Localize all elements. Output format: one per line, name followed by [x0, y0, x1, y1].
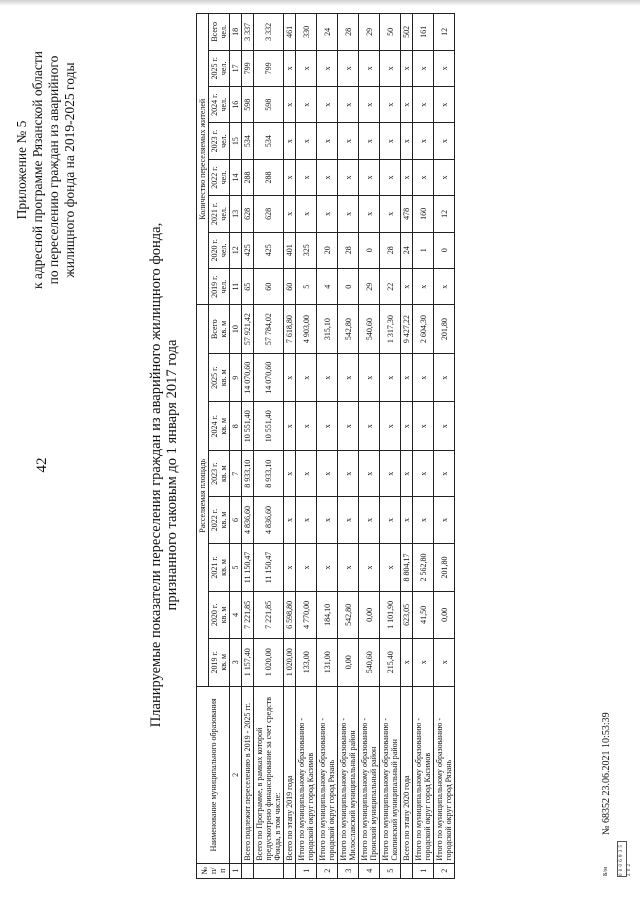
people-value-cell: 160 [413, 196, 434, 232]
people-value-cell: 0 [434, 232, 455, 268]
area-value-cell: 10 551,40 [254, 402, 284, 451]
header-people-year-label: 2024 г. [210, 93, 219, 116]
header-area-year-label: 2022 г. [210, 508, 219, 532]
row-name: Всего по этапу 2020 года [401, 687, 413, 864]
area-value-cell: 4 903,00 [296, 305, 317, 354]
area-value-cell: 0,00 [359, 592, 380, 638]
people-value-cell: х [359, 123, 380, 159]
people-value-cell: х [317, 159, 338, 195]
people-value-cell: х [401, 123, 413, 159]
row-number: 4 [359, 863, 380, 878]
header-area-year [209, 592, 230, 638]
people-value-cell: 20 [317, 232, 338, 268]
area-value-cell: х [359, 353, 380, 402]
header-row-numbers-full [230, 14, 242, 879]
row-name: Итого по муниципальному образованию - городской округ город Рязань [434, 687, 455, 864]
area-value-cell: 2 604,30 [413, 305, 434, 354]
area-value-cell: х [380, 353, 401, 402]
area-value-cell: 8 933,10 [242, 451, 254, 497]
table-row [401, 14, 413, 879]
area-value-cell: 215,40 [380, 638, 401, 687]
people-value-cell: х [401, 50, 413, 86]
people-value-cell: х [284, 50, 296, 86]
registration-stamp [597, 841, 632, 879]
people-value-cell: х [296, 123, 317, 159]
row-number: 5 [380, 863, 401, 878]
header-area-year [209, 305, 230, 354]
area-value-cell: 184,10 [317, 592, 338, 638]
area-value-cell: х [434, 497, 455, 543]
area-value-cell: х [284, 353, 296, 402]
row-number: 1 [413, 863, 434, 878]
column-number-cell: 1 [230, 863, 242, 878]
table-row [242, 14, 254, 879]
header-name: Наименование муниципального образования [197, 687, 230, 864]
area-value-cell: х [401, 638, 413, 687]
column-number-cell: 2 [230, 687, 242, 864]
area-value-cell: 1 020,00 [254, 638, 284, 687]
area-value-cell: 14 070,60 [254, 353, 284, 402]
header-area-year [209, 497, 230, 543]
people-value-cell: 425 [254, 232, 284, 268]
header-people-unit: чел. [219, 207, 228, 221]
column-number-cell: 8 [230, 402, 242, 451]
column-number-cell: 9 [230, 353, 242, 402]
header-area-unit: кв. м [219, 511, 228, 529]
header-area-unit: кв. м [219, 320, 228, 338]
document-code: № 68352 23.06.2021 10:53:39 [601, 712, 612, 835]
area-value-cell: х [284, 451, 296, 497]
area-value-cell: х [338, 353, 359, 402]
header-people-year-label: 2022 г. [210, 166, 219, 189]
header-people-year [209, 232, 230, 268]
area-value-cell: х [380, 451, 401, 497]
area-value-cell: х [380, 402, 401, 451]
header-people-unit: чел. [219, 97, 228, 112]
header-area-year-label: 2024 г. [210, 415, 219, 438]
area-value-cell: 4 836,60 [254, 497, 284, 543]
people-value-cell: х [380, 50, 401, 86]
people-value-cell: 401 [284, 232, 296, 268]
area-value-cell: х [296, 497, 317, 543]
row-name: Итого по муниципальному образованию - Милославский муниципальный район [338, 687, 359, 864]
area-value-cell: 542,80 [338, 592, 359, 638]
header-area-year-label: Всего [210, 319, 219, 339]
people-value-cell: х [338, 87, 359, 123]
row-number [401, 863, 413, 878]
row-number: 2 [434, 863, 455, 878]
area-value-cell: 6 598,80 [284, 592, 296, 638]
people-value-cell: 0 [359, 232, 380, 268]
area-value-cell: 623,05 [401, 592, 413, 638]
area-value-cell: х [296, 353, 317, 402]
header-area-unit: кв. м [219, 369, 228, 387]
area-value-cell: 11 150,47 [254, 543, 284, 592]
people-value-cell: х [284, 87, 296, 123]
appendix-header [14, 25, 78, 315]
area-value-cell: х [284, 543, 296, 592]
resettlement-table [196, 13, 455, 879]
people-value-cell: 461 [284, 14, 296, 51]
header-area-year-label: 2023 г. [210, 462, 219, 485]
header-people-unit: чел. [219, 25, 228, 39]
people-value-cell: х [380, 87, 401, 123]
area-value-cell: 8 933,10 [254, 451, 284, 497]
people-value-cell: 60 [254, 268, 284, 304]
header-people-unit: чел. [219, 243, 228, 258]
header-num: № п/п [197, 863, 230, 878]
people-value-cell: 1 [413, 232, 434, 268]
header-area-year-label: 2020 г. [210, 603, 219, 627]
people-value-cell: х [401, 87, 413, 123]
people-value-cell: х [296, 196, 317, 232]
area-value-cell: х [317, 451, 338, 497]
table-row [380, 14, 401, 879]
people-value-cell: 29 [359, 14, 380, 51]
people-value-cell: х [284, 196, 296, 232]
stamp-barcode: 0 0 0 6 8 3 5 2 0 2 [617, 841, 627, 877]
area-value-cell: 7 221,85 [242, 592, 254, 638]
people-value-cell: х [380, 196, 401, 232]
table-row [413, 14, 434, 879]
area-value-cell: х [284, 497, 296, 543]
header-people-year-label: Всего [210, 22, 219, 42]
people-value-cell: 12 [434, 196, 455, 232]
people-value-cell: 24 [401, 232, 413, 268]
people-value-cell: х [413, 50, 434, 86]
header-area-year-label: 2025 г. [210, 366, 219, 389]
area-value-cell: х [296, 402, 317, 451]
people-value-cell: х [413, 268, 434, 304]
page-number: 42 [34, 457, 50, 473]
area-value-cell: х [401, 497, 413, 543]
header-people-year-label: 2020 г. [210, 239, 219, 262]
header-area-year [209, 638, 230, 687]
people-value-cell: х [434, 268, 455, 304]
people-value-cell: 22 [380, 268, 401, 304]
people-value-cell: х [284, 123, 296, 159]
table-row [296, 14, 317, 879]
people-value-cell: 24 [317, 14, 338, 51]
row-name: Итого по муниципальному образованию - Скопинский муниципальный район [380, 687, 401, 864]
area-value-cell: х [317, 543, 338, 592]
area-value-cell: х [317, 497, 338, 543]
title-line-2: признанного таковым до 1 января 2017 года [164, 339, 180, 611]
people-value-cell: х [338, 159, 359, 195]
people-value-cell: х [317, 50, 338, 86]
area-value-cell: 2 562,80 [413, 543, 434, 592]
area-value-cell: 57 784,02 [254, 305, 284, 354]
column-number-cell: 13 [230, 196, 242, 232]
people-value-cell: х [380, 123, 401, 159]
header-area-unit: кв. м [219, 417, 228, 435]
people-value-cell: х [296, 159, 317, 195]
header-area-year [209, 543, 230, 592]
people-value-cell: 425 [242, 232, 254, 268]
column-number-cell: 7 [230, 451, 242, 497]
people-value-cell: 50 [380, 14, 401, 51]
area-value-cell: 542,80 [338, 305, 359, 354]
header-people-year-label: 2023 г. [210, 129, 219, 153]
area-value-cell: х [434, 451, 455, 497]
header-area-year-label: 2021 г. [210, 556, 219, 579]
area-value-cell: 1 020,00 [284, 638, 296, 687]
people-value-cell: 288 [242, 159, 254, 195]
area-value-cell: 315,10 [317, 305, 338, 354]
header-people-unit: чел. [219, 134, 228, 148]
area-value-cell: х [296, 543, 317, 592]
area-value-cell: х [413, 497, 434, 543]
area-value-cell: х [413, 353, 434, 402]
area-value-cell: х [401, 451, 413, 497]
stamp-text: Б/м [603, 867, 609, 876]
area-value-cell: х [401, 353, 413, 402]
area-value-cell: х [317, 353, 338, 402]
people-value-cell: х [413, 87, 434, 123]
area-value-cell: 4 836,60 [242, 497, 254, 543]
area-value-cell: 201,80 [434, 305, 455, 354]
people-value-cell: 799 [254, 50, 284, 86]
people-value-cell: 534 [254, 123, 284, 159]
people-value-cell: х [359, 196, 380, 232]
people-value-cell: х [338, 196, 359, 232]
people-value-cell: 60 [284, 268, 296, 304]
header-area-year [209, 402, 230, 451]
table-row [434, 14, 455, 879]
header-area-unit: кв. м [219, 606, 228, 624]
header-area-group: Расселяемая площадь [197, 305, 209, 687]
header-people-unit: чел. [219, 279, 228, 294]
column-number-cell: 6 [230, 497, 242, 543]
people-value-cell: х [338, 50, 359, 86]
people-value-cell: х [359, 159, 380, 195]
table-row [338, 14, 359, 879]
people-value-cell: х [434, 50, 455, 86]
column-number-cell: 17 [230, 50, 242, 86]
people-value-cell: 799 [242, 50, 254, 86]
appendix-line-4: жилищного фонда на 2019-2025 годы [62, 62, 77, 278]
people-value-cell: 628 [242, 196, 254, 232]
header-people-year-label: 2019 г. [210, 275, 219, 298]
people-value-cell: х [317, 87, 338, 123]
people-value-cell: 325 [296, 232, 317, 268]
area-value-cell: х [317, 402, 338, 451]
header-area-unit: кв. м [219, 653, 228, 671]
document-title [148, 155, 180, 795]
header-people-year [209, 196, 230, 232]
people-value-cell: х [413, 159, 434, 195]
area-value-cell: х [434, 353, 455, 402]
appendix-line-3: по переселению граждан из аварийного [46, 55, 61, 285]
people-value-cell: 5 [296, 268, 317, 304]
header-people-year [209, 123, 230, 159]
row-number [284, 863, 296, 878]
column-number-cell: 11 [230, 268, 242, 304]
header-people-year-label: 2025 г. [210, 57, 219, 80]
area-value-cell: х [434, 402, 455, 451]
column-number-cell: 5 [230, 543, 242, 592]
area-value-cell: 4 770,00 [296, 592, 317, 638]
appendix-line-2: к адресной программе Рязанской области [30, 51, 45, 289]
people-value-cell: х [359, 50, 380, 86]
people-value-cell: 29 [359, 268, 380, 304]
area-value-cell: х [401, 402, 413, 451]
row-number: 2 [317, 863, 338, 878]
row-number: 1 [296, 863, 317, 878]
table-row [317, 14, 338, 879]
area-value-cell: 201,80 [434, 543, 455, 592]
area-value-cell: 9 427,22 [401, 305, 413, 354]
people-value-cell: х [434, 123, 455, 159]
area-value-cell: х [413, 451, 434, 497]
people-value-cell: 12 [434, 14, 455, 51]
area-value-cell: х [380, 543, 401, 592]
area-value-cell: 1 157,40 [242, 638, 254, 687]
people-value-cell: 28 [338, 14, 359, 51]
area-value-cell: 7 221,85 [254, 592, 284, 638]
header-area-unit: кв. м [219, 465, 228, 483]
header-people-unit: чел. [219, 61, 228, 76]
column-number-cell: 4 [230, 592, 242, 638]
people-value-cell: 534 [242, 123, 254, 159]
header-people-year [209, 87, 230, 123]
area-value-cell: х [359, 451, 380, 497]
row-name: Итого по муниципальному образованию - городской округ город Рязань [317, 687, 338, 864]
header-area-year [209, 451, 230, 497]
area-value-cell: 57 921,42 [242, 305, 254, 354]
row-name: Итого по муниципальному образованию - городской округ город Касимов [413, 687, 434, 864]
area-value-cell: 0,00 [338, 638, 359, 687]
area-value-cell: х [338, 543, 359, 592]
people-value-cell: 598 [254, 87, 284, 123]
area-value-cell: 0,00 [434, 592, 455, 638]
header-people-group: Количество переселяемых жителей [197, 14, 209, 305]
people-value-cell: х [413, 123, 434, 159]
area-value-cell: х [413, 402, 434, 451]
row-number [254, 863, 284, 878]
people-value-cell: 65 [242, 268, 254, 304]
table-row [254, 14, 284, 879]
header-area-year-label: 2019 г. [210, 651, 219, 674]
area-value-cell: х [338, 497, 359, 543]
people-value-cell: 0 [338, 268, 359, 304]
people-value-cell: 3 337 [242, 14, 254, 51]
column-number-cell: 18 [230, 14, 242, 51]
people-value-cell: 161 [413, 14, 434, 51]
row-name: Всего подлежит переселению в 2019 - 2025 гг. [242, 687, 254, 864]
people-value-cell: х [338, 123, 359, 159]
column-number-cell: 14 [230, 159, 242, 195]
header-row-groups [197, 14, 209, 879]
area-value-cell: 7 618,80 [284, 305, 296, 354]
people-value-cell: х [296, 50, 317, 86]
area-value-cell: 133,00 [296, 638, 317, 687]
header-people-year [209, 14, 230, 51]
table-row [284, 14, 296, 879]
people-value-cell: х [359, 87, 380, 123]
header-people-year [209, 50, 230, 86]
people-value-cell: 4 [317, 268, 338, 304]
header-area-year [209, 353, 230, 402]
people-value-cell: х [401, 159, 413, 195]
area-value-cell: х [380, 497, 401, 543]
area-value-cell: х [284, 402, 296, 451]
row-number: 3 [338, 863, 359, 878]
people-value-cell: х [284, 159, 296, 195]
people-value-cell: 478 [401, 196, 413, 232]
people-value-cell: х [296, 87, 317, 123]
header-area-unit: кв. м [219, 559, 228, 576]
row-number [242, 863, 254, 878]
area-value-cell: 540,60 [359, 305, 380, 354]
people-value-cell: 28 [338, 232, 359, 268]
table-row [359, 14, 380, 879]
people-value-cell: х [380, 159, 401, 195]
column-number-cell: 3 [230, 638, 242, 687]
people-value-cell: 28 [380, 232, 401, 268]
row-name: Всего по Программе, в рамках которой предусмотрено финансирование за счет средств Фонда, в том числе: [254, 687, 284, 864]
area-value-cell: 131,00 [317, 638, 338, 687]
people-value-cell: 628 [254, 196, 284, 232]
people-value-cell: 3 332 [254, 14, 284, 51]
area-value-cell: х [359, 497, 380, 543]
people-value-cell: х [434, 159, 455, 195]
area-value-cell: х [434, 638, 455, 687]
people-value-cell: 598 [242, 87, 254, 123]
area-value-cell: 1 317,30 [380, 305, 401, 354]
area-value-cell: х [413, 638, 434, 687]
area-value-cell: х [338, 402, 359, 451]
area-value-cell: х [338, 451, 359, 497]
area-value-cell: 8 804,17 [401, 543, 413, 592]
area-value-cell: х [359, 543, 380, 592]
area-value-cell: х [296, 451, 317, 497]
column-number-cell: 10 [230, 305, 242, 354]
area-value-cell: х [359, 402, 380, 451]
column-number-cell: 15 [230, 123, 242, 159]
appendix-line-1: Приложение № 5 [14, 120, 29, 220]
people-value-cell: 330 [296, 14, 317, 51]
row-name: Итого по муниципальному образованию - городской округ город Касимов [296, 687, 317, 864]
area-value-cell: 11 150,47 [242, 543, 254, 592]
people-value-cell: х [317, 196, 338, 232]
people-value-cell: 288 [254, 159, 284, 195]
header-people-year-label: 2021 г. [210, 202, 219, 226]
column-number-cell: 12 [230, 232, 242, 268]
header-people-year [209, 159, 230, 195]
area-value-cell: 41,50 [413, 592, 434, 638]
header-people-unit: чел. [219, 170, 228, 185]
people-value-cell: 502 [401, 14, 413, 51]
people-value-cell: х [434, 87, 455, 123]
area-value-cell: 540,60 [359, 638, 380, 687]
header-people-year [209, 268, 230, 304]
title-line-1: Планируемые показатели переселения граждан из аварийного жилищного фонда, [148, 222, 164, 728]
area-value-cell: 1 101,90 [380, 592, 401, 638]
row-name: Всего по этапу 2019 года [284, 687, 296, 864]
people-value-cell: х [317, 123, 338, 159]
row-name: Итого по муниципальному образованию - Пронский муниципальный район [359, 687, 380, 864]
area-value-cell: 14 070,60 [242, 353, 254, 402]
people-value-cell: х [401, 268, 413, 304]
column-number-cell: 16 [230, 87, 242, 123]
area-value-cell: 10 551,40 [242, 402, 254, 451]
